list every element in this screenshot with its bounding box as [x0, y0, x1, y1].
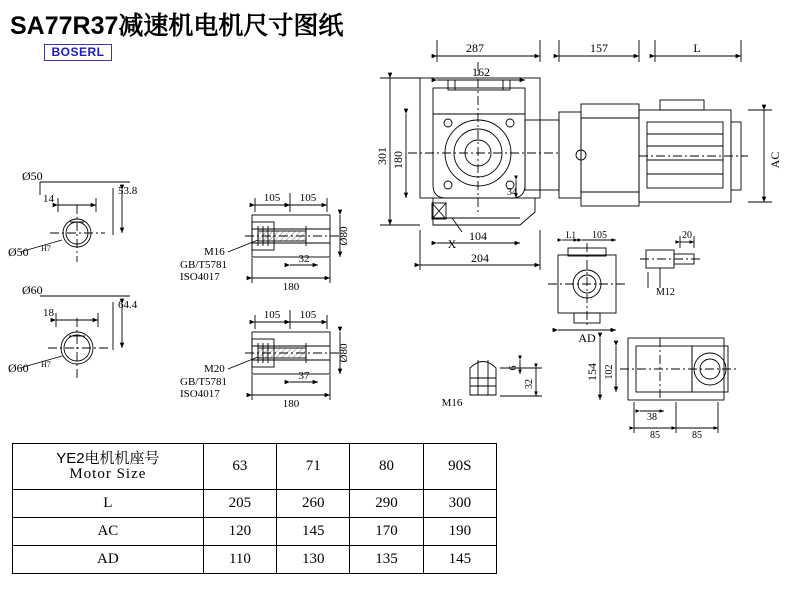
bolt-m16-detail — [470, 360, 542, 396]
dim-287: 287 — [466, 41, 484, 55]
label-gb-bot: GB/T5781 — [180, 376, 228, 388]
dim-dia60: Ø60 — [22, 283, 43, 297]
table-size-1: 71 — [277, 444, 350, 490]
dim-dia80-bot: Ø80 — [338, 343, 350, 363]
row-AC-v1: 145 — [277, 518, 350, 546]
row-label-AD: AD — [13, 546, 204, 574]
bottom-right-view — [600, 338, 736, 433]
dim-AC: AC — [768, 151, 782, 169]
dim-dia50: Ø50 — [22, 169, 43, 183]
brand-logo: BOSERL — [44, 44, 112, 61]
dim-dia80-top: Ø80 — [338, 226, 350, 246]
row-L-v2: 290 — [350, 490, 423, 518]
label-M20-bot: M20 — [204, 363, 225, 375]
dim-38: 38 — [647, 412, 657, 423]
bolt-detail-top — [228, 193, 340, 283]
dim-85-a: 85 — [650, 430, 660, 440]
table-header-en: Motor Size — [69, 465, 147, 482]
dim-dia50-h7-sup: H7 — [41, 244, 51, 253]
row-L-v1: 260 — [277, 490, 350, 518]
dim-180-bot: 180 — [282, 398, 300, 410]
table-header-cell — [13, 444, 204, 490]
row-L-v3: 300 — [423, 490, 496, 518]
table-row — [13, 490, 497, 518]
dim-53-8: 53.8 — [118, 185, 138, 197]
dim-105-top-b: 105 — [299, 192, 317, 204]
dim-AD: AD — [578, 331, 596, 345]
table-header-row — [13, 444, 497, 490]
bolt-detail-bottom — [228, 310, 340, 400]
dim-20: 20 — [682, 230, 692, 241]
dim-34: 34 — [507, 187, 517, 198]
row-AC-v2: 170 — [350, 518, 423, 546]
dim-301: 301 — [375, 147, 389, 165]
label-X: X — [447, 237, 457, 251]
dim-32-right: 32 — [524, 379, 535, 389]
label-M16-top: M16 — [204, 246, 225, 258]
table-size-3: 90S — [423, 444, 496, 490]
motor-size-table — [12, 443, 497, 574]
side-view-ad — [548, 240, 626, 330]
table-header-cn: YE2电机机座号 — [56, 449, 160, 467]
dim-104: 104 — [469, 229, 487, 243]
dim-180: 180 — [391, 151, 405, 169]
dim-105-bot-b: 105 — [299, 309, 317, 321]
label-gb-top: GB/T5781 — [180, 259, 228, 271]
dim-105-side: 105 — [592, 230, 607, 241]
label-iso-bot: ISO4017 — [180, 388, 220, 400]
dim-157: 157 — [590, 41, 608, 55]
dim-105-top-a: 105 — [263, 192, 281, 204]
dim-L1: L1 — [566, 230, 576, 240]
row-label-L: L — [13, 490, 204, 518]
dim-204: 204 — [471, 251, 489, 265]
dim-85-b: 85 — [692, 430, 702, 440]
dim-102: 102 — [604, 364, 615, 380]
table-size-0: 63 — [203, 444, 276, 490]
table-row — [13, 518, 497, 546]
dim-18: 18 — [43, 307, 54, 319]
row-AD-v3: 145 — [423, 546, 496, 574]
dim-105-bot-a: 105 — [263, 309, 281, 321]
dim-14: 14 — [43, 193, 54, 205]
label-M16-bottom: M16 — [441, 397, 463, 409]
row-AD-v0: 110 — [203, 546, 276, 574]
gearbox-main-view — [408, 62, 748, 225]
dim-64-4: 64.4 — [118, 299, 138, 311]
dim-154: 154 — [585, 363, 599, 381]
row-AD-v1: 130 — [277, 546, 350, 574]
dim-180-top: 180 — [282, 281, 300, 293]
dim-M12: M12 — [656, 287, 675, 298]
page-title: SA77R37减速机电机尺寸图纸 — [10, 12, 344, 40]
row-AC-v3: 190 — [423, 518, 496, 546]
row-AD-v2: 135 — [350, 546, 423, 574]
table-row — [13, 546, 497, 574]
label-iso-top: ISO4017 — [180, 271, 220, 283]
dim-dia50-h7: Ø50 — [8, 245, 29, 259]
dim-37-bot: 37 — [298, 370, 310, 382]
dim-dia60-h7-sup: H7 — [41, 360, 51, 369]
dim-162: 162 — [472, 65, 490, 79]
row-AC-v0: 120 — [203, 518, 276, 546]
dim-L: L — [693, 41, 701, 55]
row-L-v0: 205 — [203, 490, 276, 518]
table-size-2: 80 — [350, 444, 423, 490]
row-label-AC: AC — [13, 518, 204, 546]
dim-32-top: 32 — [298, 253, 310, 265]
shaft-detail-top — [20, 182, 130, 262]
dim-6: 6 — [508, 365, 519, 371]
dim-dia60-h7: Ø60 — [8, 361, 29, 375]
shaft-detail-bottom — [20, 296, 130, 380]
bolt-m12-detail — [640, 236, 700, 288]
